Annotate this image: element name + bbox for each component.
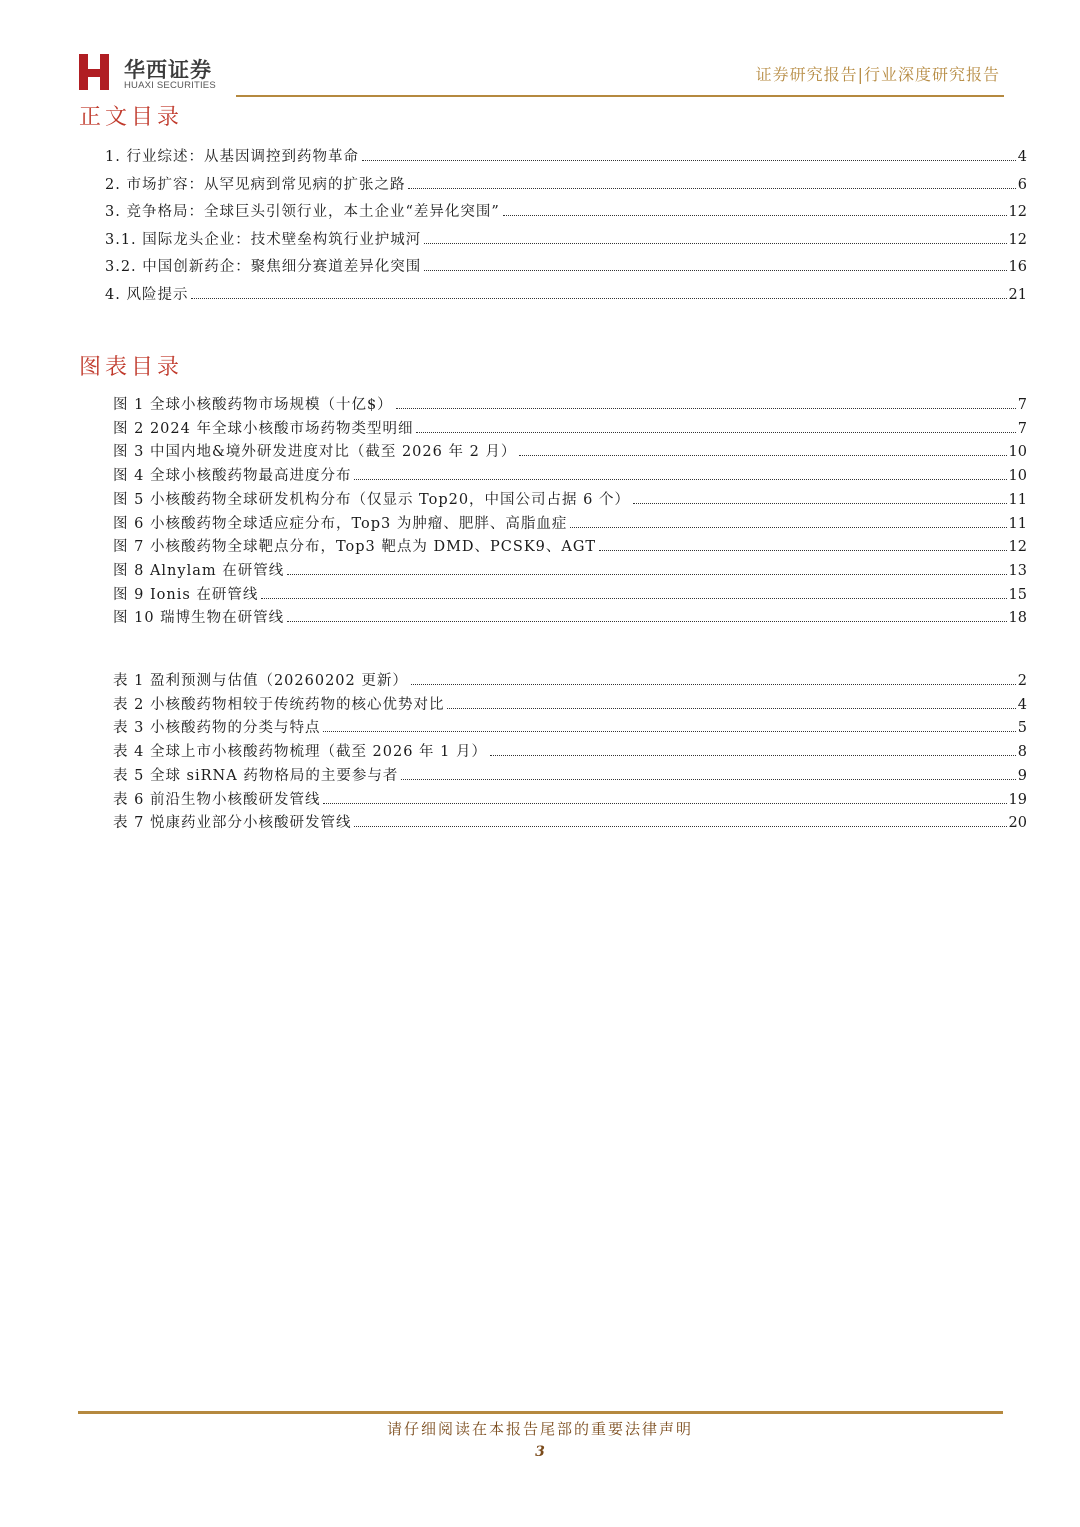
toc-entry-label: 图 8 Alnylam 在研管线	[113, 562, 285, 579]
toc-entry-label: 2. 市场扩容：从罕见病到常见病的扩张之路	[105, 176, 406, 193]
dot-leader	[503, 215, 1007, 216]
toc-entry-page: 12	[1008, 231, 1027, 248]
toc-entry-label: 1. 行业综述：从基因调控到药物革命	[105, 149, 359, 165]
toc-entry[interactable]	[113, 559, 1027, 580]
dot-leader	[447, 708, 1015, 709]
dot-leader	[362, 160, 1016, 161]
dot-leader	[323, 803, 1006, 804]
toc-entry[interactable]	[113, 606, 1027, 627]
toc-entry-page: 16	[1008, 259, 1027, 276]
toc-entry[interactable]	[105, 145, 1027, 166]
toc-entry-label: 表 3 小核酸药物的分类与特点	[113, 720, 321, 737]
toc-entry-page: 4	[1017, 149, 1027, 165]
toc-entry[interactable]	[113, 811, 1027, 832]
toc-entry[interactable]	[113, 440, 1027, 461]
toc-entry[interactable]	[113, 693, 1027, 714]
toc-entry-page: 8	[1017, 744, 1027, 761]
toc-entry-label: 4. 风险提示	[105, 287, 189, 303]
logo-text-en: HUAXI SECURITIES	[124, 80, 216, 91]
toc-entry[interactable]	[105, 200, 1027, 221]
toc-entry-page: 12	[1008, 539, 1027, 556]
toc-entry-page: 15	[1008, 586, 1027, 603]
dot-leader	[416, 432, 1015, 433]
toc-entry-label: 表 1 盈利预测与估值（20260202 更新）	[113, 673, 408, 689]
toc-entry[interactable]	[113, 417, 1027, 438]
toc-entry-page: 9	[1017, 767, 1027, 784]
toc-entry-label: 图 4 全球小核酸药物最高进度分布	[113, 468, 352, 485]
toc-entry-label: 3.1. 国际龙头企业：技术壁垒构筑行业护城河	[105, 231, 422, 248]
toc-entry[interactable]	[105, 173, 1027, 194]
toc-entry[interactable]	[113, 535, 1027, 556]
dot-leader	[599, 550, 1006, 551]
footer-divider	[78, 1411, 1003, 1414]
toc-entry-page: 4	[1017, 696, 1027, 713]
dot-leader	[323, 731, 1015, 732]
toc-entry-label: 图 9 Ionis 在研管线	[113, 586, 259, 603]
toc-entry[interactable]	[105, 283, 1027, 304]
dot-leader	[519, 455, 1006, 456]
toc-entry[interactable]	[113, 716, 1027, 737]
toc-entry-label: 表 7 悦康药业部分小核酸研发管线	[113, 815, 352, 832]
dot-leader	[401, 779, 1015, 780]
dot-leader	[191, 298, 1006, 299]
toc-entry[interactable]	[113, 788, 1027, 809]
toc-entry[interactable]	[113, 464, 1027, 485]
toc-entry-page: 6	[1017, 176, 1027, 193]
toc-entry-page: 18	[1008, 610, 1027, 627]
toc-entry-label: 图 2 2024 年全球小核酸市场药物类型明细	[113, 420, 414, 437]
toc-entry-page: 13	[1008, 562, 1027, 579]
toc-entry-page: 11	[1008, 491, 1027, 508]
huaxi-logo-icon	[78, 52, 118, 92]
toc-figures-title: 图表目录	[79, 355, 184, 380]
toc-entry-page: 5	[1017, 720, 1027, 737]
toc-entry[interactable]	[113, 583, 1027, 604]
report-type-label: 证券研究报告|行业深度研究报告	[755, 65, 1000, 84]
toc-entry-label: 表 5 全球 siRNA 药物格局的主要参与者	[113, 767, 399, 784]
dot-leader	[490, 755, 1016, 756]
toc-entry-label: 图 6 小核酸药物全球适应症分布，Top3 为肿瘤、肥胖、高脂血症	[113, 515, 568, 532]
toc-entry[interactable]	[113, 740, 1027, 761]
dot-leader	[261, 598, 1006, 599]
dot-leader	[287, 574, 1006, 575]
toc-entry[interactable]	[105, 255, 1027, 276]
dot-leader	[354, 479, 1006, 480]
toc-entry-label: 图 10 瑞博生物在研管线	[113, 610, 285, 627]
dot-leader	[424, 270, 1006, 271]
toc-entry[interactable]	[105, 228, 1027, 249]
logo-text-cn: 华西证券	[124, 58, 212, 82]
toc-entry[interactable]	[113, 512, 1027, 533]
page-number: 3	[535, 1444, 545, 1460]
dot-leader	[408, 188, 1015, 189]
toc-entry-label: 表 2 小核酸药物相较于传统药物的核心优势对比	[113, 696, 445, 713]
toc-entry-page: 7	[1017, 397, 1027, 413]
toc-entry-label: 表 4 全球上市小核酸药物梳理（截至 2026 年 1 月）	[113, 744, 488, 761]
toc-entry-label: 3.2. 中国创新药企：聚焦细分赛道差异化突围	[105, 259, 422, 276]
toc-entry-page: 11	[1008, 515, 1027, 532]
toc-entry-page: 2	[1017, 673, 1027, 689]
toc-entry-page: 12	[1008, 204, 1027, 221]
dot-leader	[424, 243, 1006, 244]
toc-entry-label: 图 7 小核酸药物全球靶点分布，Top3 靶点为 DMD、PCSK9、AGT	[113, 539, 597, 556]
toc-entry-label: 图 1 全球小核酸药物市场规模（十亿$）	[113, 397, 393, 413]
dot-leader	[570, 527, 1006, 528]
toc-entry-label: 图 5 小核酸药物全球研发机构分布（仅显示 Top20，中国公司占据 6 个）	[113, 491, 631, 508]
toc-entry[interactable]	[113, 764, 1027, 785]
toc-entry-page: 10	[1008, 444, 1027, 461]
dot-leader	[287, 621, 1006, 622]
legal-disclaimer: 请仔细阅读在本报告尾部的重要法律声明	[386, 1420, 693, 1438]
toc-entry-page: 10	[1008, 468, 1027, 485]
header-divider	[236, 95, 1004, 97]
toc-entry-page: 20	[1008, 815, 1027, 832]
dot-leader	[396, 408, 1016, 409]
toc-entry-label: 3. 竞争格局：全球巨头引领行业，本土企业“差异化突围”	[105, 204, 500, 221]
dot-leader	[411, 684, 1016, 685]
toc-entry-label: 图 3 中国内地&境外研发进度对比（截至 2026 年 2 月）	[113, 444, 517, 461]
toc-entry-page: 21	[1008, 287, 1027, 303]
dot-leader	[354, 826, 1006, 827]
dot-leader	[633, 503, 1007, 504]
toc-main-title: 正文目录	[79, 105, 184, 130]
toc-entry[interactable]	[113, 669, 1027, 690]
toc-entry-page: 7	[1017, 420, 1027, 437]
toc-entry-page: 19	[1008, 791, 1027, 808]
toc-entry[interactable]	[113, 488, 1027, 509]
toc-entry-label: 表 6 前沿生物小核酸研发管线	[113, 791, 321, 808]
toc-entry[interactable]	[113, 393, 1027, 414]
